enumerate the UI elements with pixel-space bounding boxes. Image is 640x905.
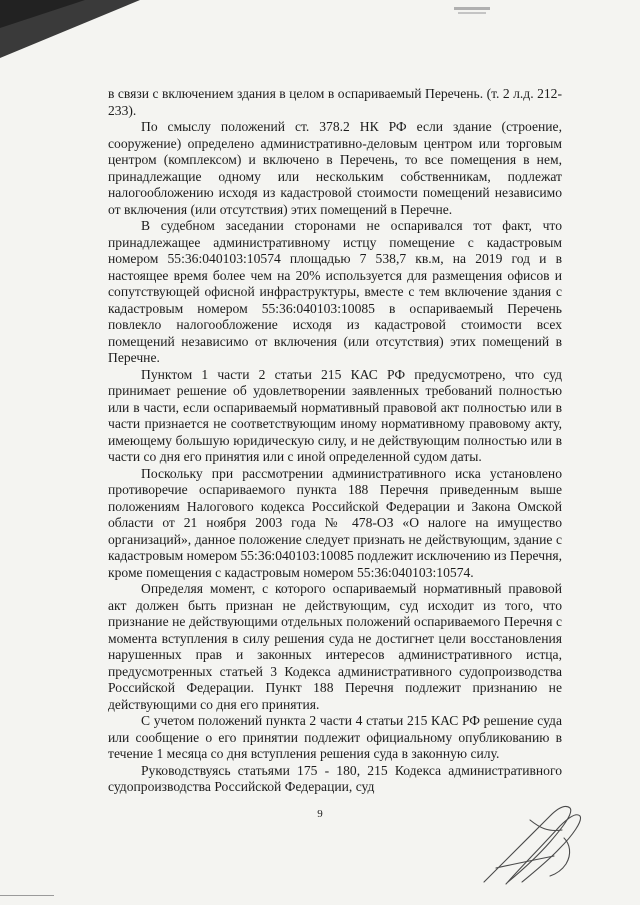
paragraph-4: Пунктом 1 части 2 статьи 215 КАС РФ предусмотрено, что суд принимает решение об удовлетворении заявленных требований полностью или в части, если оспариваемый нормативный правовой акт полностью или в части признается не соответствующим иному нормативному правовому акту, имеющему большую юридическую силу, и не действующим полностью или в части со дня его принятия или с иной определенной судом даты.: [108, 366, 562, 464]
document-body: [108, 86, 562, 796]
paragraph-8: Руководствуясь статьями 175 - 180, 215 Кодекса административного судопроизводства Российской Федерации, суд: [108, 762, 562, 794]
scan-mark: [452, 4, 492, 18]
paragraph-6: Определяя момент, с которого оспариваемый нормативный правовой акт должен быть признан не действующим, суд исходит из того, что признание не действующими отдельных положений оспариваемого Перечня с момента вступления в силу решения суда не достигнет цели восстановления нарушенных прав и законных интересов административного истца, предусмотренных статьей 3 Кодекса административного судопроизводства Российской Федерации. Пункт 188 Перечня подлежит признанию не действующими со дня его принятия.: [108, 581, 562, 712]
paragraph-5: Поскольку при рассмотрении административного иска установлено противоречие оспариваемого пункта 188 Перечня приведенным выше положениям Налогового кодекса Российской Федерации и Закона Омской области от 21 ноября 2003 года № 478-ОЗ «О налоге на имущество организаций», данное положение следует признать не действующим, здание с кадастровым номером 55:36:040103:10085 подлежит исключению из Перечня, кроме помещения с кадастровым номером 55:36:040103:10574.: [108, 465, 563, 580]
paragraph-7: С учетом положений пункта 2 части 4 статьи 215 КАС РФ решение суда или сообщение о его принятии подлежит официальному опубликованию в течение 1 месяца со дня вступления решения суда в законную силу.: [108, 713, 562, 761]
handwritten-signature: [470, 798, 590, 890]
paragraph-1: в связи с включением здания в целом в оспариваемый Перечень. (т. 2 л.д. 212-233).: [108, 86, 562, 118]
paragraph-2: По смыслу положений ст. 378.2 НК РФ если здание (строение, сооружение) определено административно-деловым центром или торговым центром (комплексом) и включено в Перечень, то все помещения в нем, принадлежащие одному или нескольким собственникам, подлежат налогообложению исходя из кадастровой стоимости помещений независимо от включения (или отсутствия) этих помещений в Перечне.: [108, 119, 562, 217]
page-number: 9: [317, 808, 323, 820]
paragraph-3: В судебном заседании сторонами не оспаривался тот факт, что принадлежащее административному истцу помещение с кадастровым номером 55:36:040103:10574 площадью 7 538,7 кв.м, на 2019 год и в настоящее время более чем на 20% используется для размещения офисов и сопутствующей офисной инфраструктуры, вместе с тем включение здания с кадастровым номером 55:36:040103:10085 в оспариваемый Перечень повлекло налогообложение исходя из кадастровой стоимости всех помещений независимо от включения (или отсутствия) этих помещений в Перечне.: [108, 218, 562, 365]
scan-corner-shadow: [0, 0, 140, 58]
scan-edge-line: [0, 895, 54, 896]
